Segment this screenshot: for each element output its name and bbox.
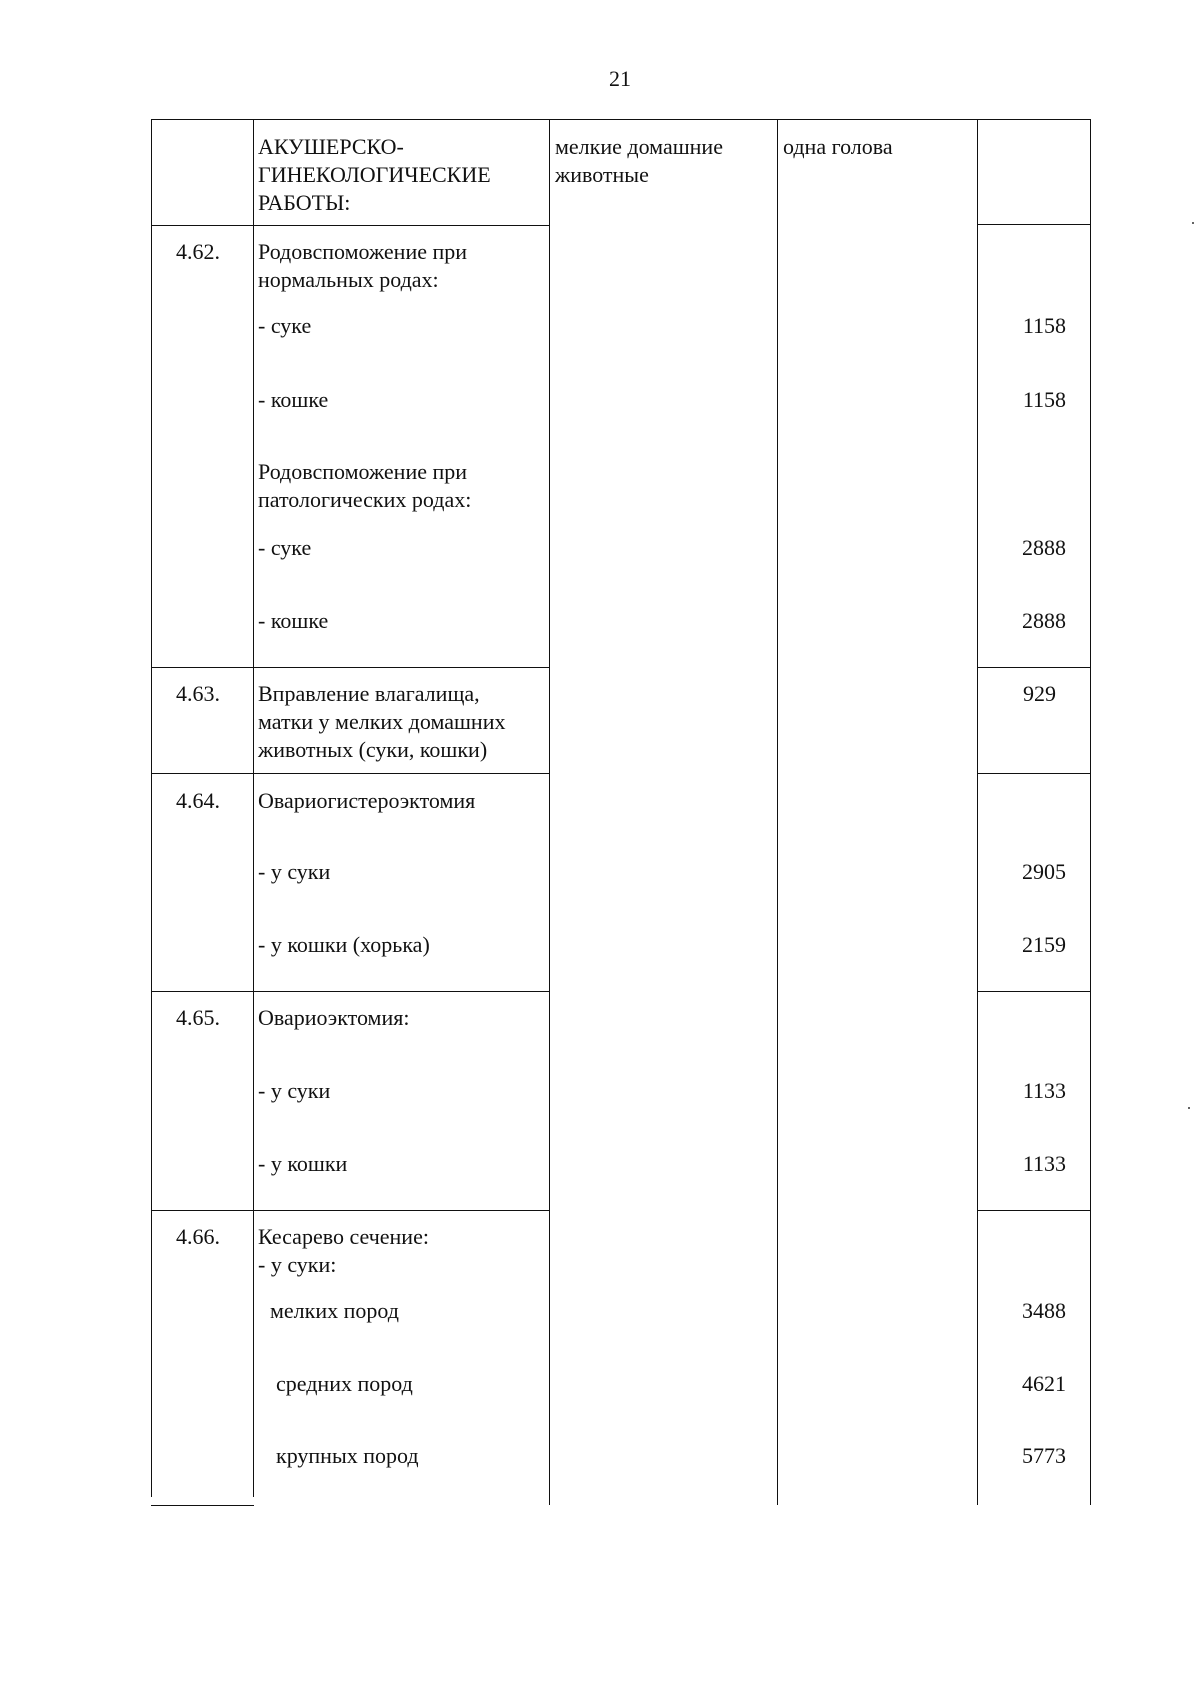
- service-label: - суке: [258, 313, 312, 338]
- service-price: 1158: [1022, 313, 1066, 338]
- row-separator: [151, 773, 550, 774]
- service-label: средних пород: [276, 1371, 413, 1396]
- service-label: Овариогистероэктомия: [258, 788, 476, 813]
- table-border-right: [1090, 119, 1091, 1505]
- service-label: - суке: [258, 535, 312, 560]
- service-price: 2888: [1022, 535, 1066, 560]
- service-price: 2888: [1022, 608, 1066, 633]
- service-price: 2159: [1022, 932, 1066, 957]
- row-separator: [151, 1210, 550, 1211]
- table-divider-code: [253, 119, 254, 1497]
- service-label: крупных пород: [276, 1443, 419, 1468]
- service-label: Родовспоможение при: [258, 239, 468, 264]
- service-label: мелких пород: [270, 1298, 399, 1323]
- table-divider-service: [549, 119, 550, 1505]
- table-border-left: [151, 119, 152, 1497]
- row-separator: [151, 1505, 254, 1506]
- service-label: животных (суки, кошки): [258, 737, 488, 762]
- service-price: 1133: [1022, 1078, 1066, 1103]
- service-label: матки у мелких домашних: [258, 709, 506, 734]
- service-price: 929: [1023, 681, 1056, 706]
- service-label: - у кошки: [258, 1151, 348, 1176]
- animal-category-line: животные: [555, 162, 649, 187]
- service-price: 1133: [1022, 1151, 1066, 1176]
- scan-speck: [1192, 222, 1194, 224]
- service-label: - у суки: [258, 859, 331, 884]
- row-separator: [151, 667, 550, 668]
- section-title-line: АКУШЕРСКО-: [258, 134, 404, 159]
- service-price: 5773: [1022, 1443, 1066, 1468]
- service-label: - кошке: [258, 387, 329, 412]
- row-separator: [977, 667, 1091, 668]
- row-separator: [977, 991, 1091, 992]
- service-label: нормальных родах:: [258, 267, 439, 292]
- service-code: 4.66.: [176, 1224, 220, 1249]
- table-divider-animal: [777, 119, 778, 1505]
- row-separator: [977, 773, 1091, 774]
- table-border-top: [151, 119, 1091, 120]
- service-code: 4.65.: [176, 1005, 220, 1030]
- section-title-line: РАБОТЫ:: [258, 190, 351, 215]
- service-price: 2905: [1022, 859, 1066, 884]
- service-label: - у суки: [258, 1078, 331, 1103]
- service-label: - у кошки (хорька): [258, 932, 430, 957]
- row-separator: [977, 224, 1091, 225]
- service-price: 4621: [1022, 1371, 1066, 1396]
- table-divider-unit: [977, 119, 978, 1505]
- service-price: 1158: [1022, 387, 1066, 412]
- service-code: 4.64.: [176, 788, 220, 813]
- unit-of-measure: одна голова: [783, 134, 893, 159]
- row-separator: [977, 1210, 1091, 1211]
- scan-speck: [1188, 1107, 1190, 1109]
- row-separator: [151, 991, 550, 992]
- service-label: патологических родах:: [258, 487, 472, 512]
- service-price: 3488: [1022, 1298, 1066, 1323]
- section-title-line: ГИНЕКОЛОГИЧЕСКИЕ: [258, 162, 491, 187]
- page-number: 21: [609, 66, 631, 91]
- service-code: 4.63.: [176, 681, 220, 706]
- service-label: - у суки:: [258, 1252, 337, 1277]
- service-label: Родовспоможение при: [258, 459, 468, 484]
- row-separator: [151, 225, 550, 226]
- animal-category-line: мелкие домашние: [555, 134, 723, 159]
- service-code: 4.62.: [176, 239, 220, 264]
- service-label: Вправление влагалища,: [258, 681, 480, 706]
- service-label: - кошке: [258, 608, 329, 633]
- service-label: Кесарево сечение:: [258, 1224, 429, 1249]
- service-label: Овариоэктомия:: [258, 1005, 410, 1030]
